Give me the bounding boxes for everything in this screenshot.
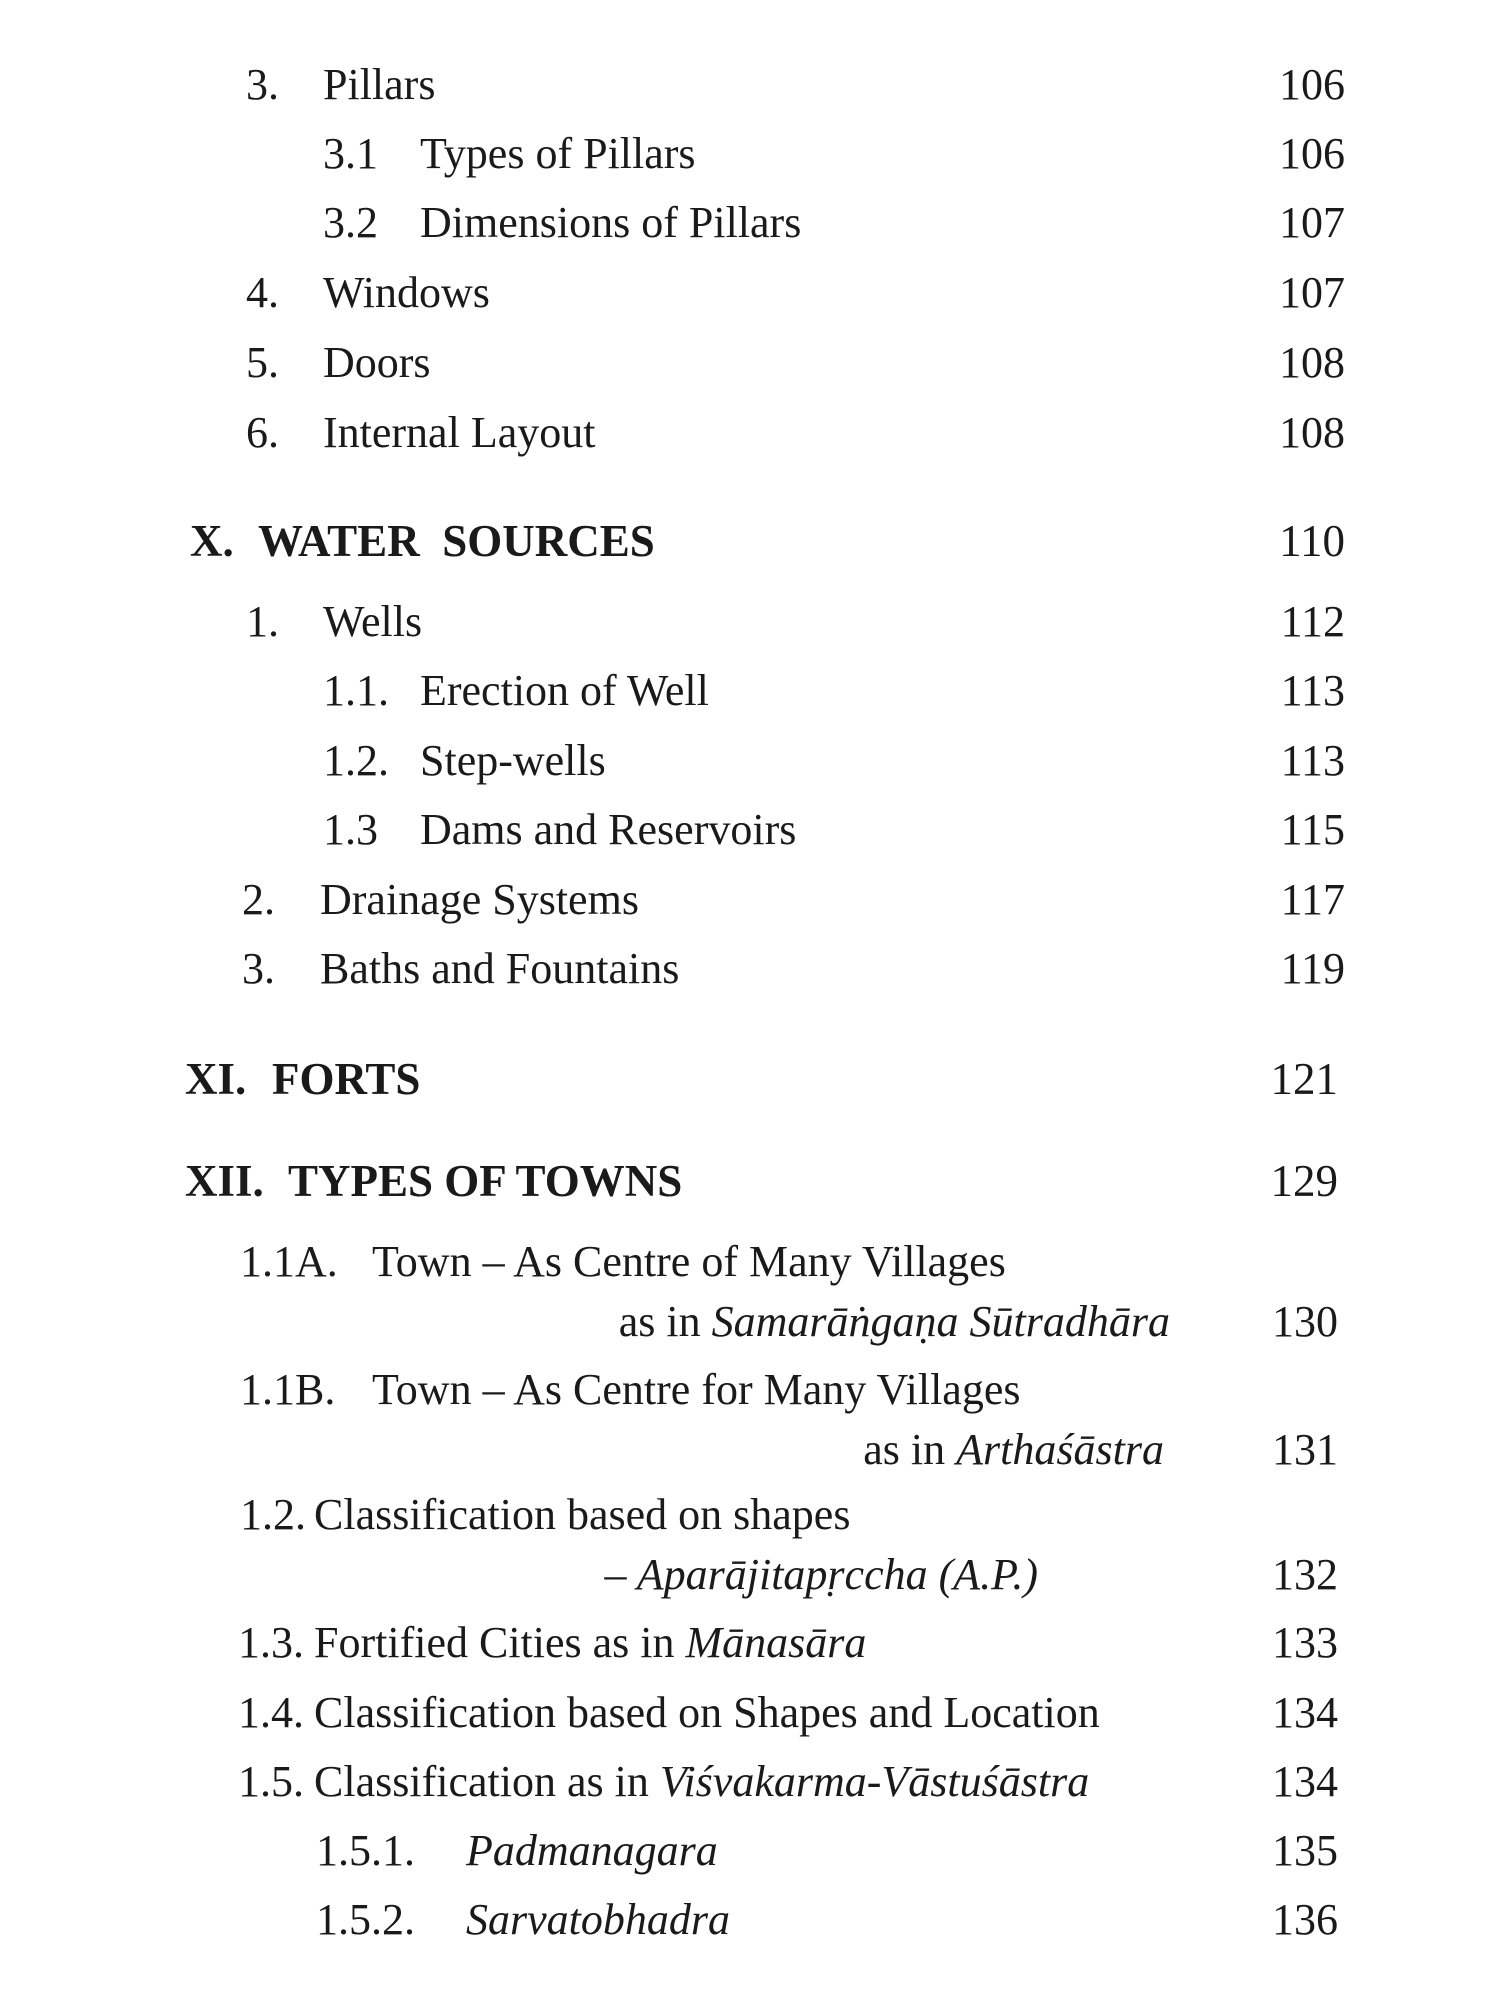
entry-page: 108 xyxy=(1279,408,1345,457)
entry-title: Internal Layout xyxy=(323,408,596,457)
entry-page: 131 xyxy=(1272,1425,1338,1474)
entry-number: 1.2. xyxy=(323,736,389,785)
chapter-title: TYPES OF TOWNS xyxy=(288,1156,683,1206)
cont-prefix: as in xyxy=(618,1297,712,1346)
entry-title: Baths and Fountains xyxy=(320,944,680,993)
entry-number: 1.2. xyxy=(240,1490,306,1539)
toc-entry-padmanagara xyxy=(0,1821,1500,1881)
entry-number: 1.1B. xyxy=(240,1365,336,1414)
entry-number: 1.5.2. xyxy=(316,1895,415,1944)
entry-number: 3. xyxy=(246,60,279,109)
entry-title: Town – As Centre for Many Villages xyxy=(372,1365,1021,1414)
entry-title: Step-wells xyxy=(420,736,606,785)
entry-title: Dimensions of Pillars xyxy=(420,198,802,247)
entry-number: 4. xyxy=(246,268,279,317)
entry-number: 1.4. xyxy=(238,1688,304,1737)
entry-number: 6. xyxy=(246,408,279,457)
toc-entry-classification-visvakarma xyxy=(0,1752,1500,1812)
entry-number: 3.1 xyxy=(323,129,378,178)
toc-entry-town-a xyxy=(0,1232,1500,1292)
entry-page: 106 xyxy=(1279,129,1345,178)
entry-title: Pillars xyxy=(323,60,436,109)
title-prefix: Classification as in xyxy=(314,1757,660,1806)
toc-entry-town-a-cont xyxy=(0,1292,1500,1352)
toc-entry-drainage xyxy=(0,870,1500,930)
entry-title: Doors xyxy=(323,338,431,387)
chapter-number: X. xyxy=(190,516,234,566)
chapter-number: XI. xyxy=(185,1054,247,1104)
entry-number: 3. xyxy=(242,944,275,993)
entry-page: 132 xyxy=(1272,1550,1338,1599)
source-title: Samarāṅgaṇa Sūtradhāra xyxy=(711,1297,1170,1346)
toc-entry-town-b xyxy=(0,1360,1500,1420)
entry-number: 1.3. xyxy=(238,1618,304,1667)
entry-title xyxy=(314,1613,866,1673)
entry-page: 110 xyxy=(1279,516,1345,566)
toc-chapter-water-sources xyxy=(0,511,1500,571)
entry-title-continuation xyxy=(619,1292,1170,1352)
entry-title: Town – As Centre of Many Villages xyxy=(372,1237,1006,1286)
entry-page: 133 xyxy=(1272,1618,1338,1667)
entry-number: 3.2 xyxy=(323,198,378,247)
toc-entry-dimensions-of-pillars xyxy=(0,193,1500,253)
entry-page: 106 xyxy=(1279,60,1345,109)
entry-title: Classification based on Shapes and Location xyxy=(314,1688,1100,1737)
entry-page: 130 xyxy=(1272,1297,1338,1346)
toc-entry-sarvatobhadra xyxy=(0,1890,1500,1950)
toc-entry-classification-shapes xyxy=(0,1485,1500,1545)
toc-entry-classification-shapes-cont xyxy=(0,1545,1500,1605)
entry-title: Sarvatobhadra xyxy=(466,1895,730,1944)
entry-title: Types of Pillars xyxy=(420,129,696,178)
toc-entry-step-wells xyxy=(0,731,1500,791)
title-prefix: Fortified Cities as in xyxy=(314,1618,686,1667)
chapter-number: XII. xyxy=(185,1156,264,1206)
toc-entry-classification-location xyxy=(0,1683,1500,1743)
entry-title: Erection of Well xyxy=(420,666,709,715)
toc-entry-doors xyxy=(0,333,1500,393)
cont-prefix: as in xyxy=(863,1425,957,1474)
toc-entry-erection-of-well xyxy=(0,661,1500,721)
entry-page: 134 xyxy=(1272,1688,1338,1737)
entry-number: 1.1. xyxy=(323,666,389,715)
entry-title: Wells xyxy=(323,597,423,646)
entry-page: 129 xyxy=(1270,1156,1338,1206)
toc-entry-pillars xyxy=(0,55,1500,115)
entry-number: 2. xyxy=(242,875,275,924)
chapter-title: FORTS xyxy=(272,1054,421,1104)
entry-page: 119 xyxy=(1280,944,1345,993)
toc-entry-windows xyxy=(0,263,1500,323)
source-title: Arthaśāstra xyxy=(956,1425,1164,1474)
source-title: Mānasāra xyxy=(685,1618,867,1667)
entry-page: 108 xyxy=(1279,338,1345,387)
entry-title xyxy=(314,1752,1089,1812)
toc-entry-baths xyxy=(0,939,1500,999)
entry-page: 107 xyxy=(1279,198,1345,247)
chapter-title: WATER SOURCES xyxy=(258,516,655,566)
entry-page: 112 xyxy=(1280,597,1345,646)
entry-number: 1.1A. xyxy=(240,1237,338,1286)
entry-title: Drainage Systems xyxy=(320,875,639,924)
toc-entry-internal-layout xyxy=(0,403,1500,463)
toc-entry-types-of-pillars xyxy=(0,124,1500,184)
entry-title: Padmanagara xyxy=(466,1826,718,1875)
source-title: – Aparājitapṛccha (A.P.) xyxy=(604,1550,1038,1599)
source-title: Viśvakarma-Vāstuśāstra xyxy=(659,1757,1090,1806)
entry-page: 115 xyxy=(1280,805,1345,854)
entry-page: 107 xyxy=(1279,268,1345,317)
toc-entry-town-b-cont xyxy=(0,1420,1500,1480)
entry-page: 113 xyxy=(1280,666,1345,715)
entry-page: 117 xyxy=(1280,875,1345,924)
entry-title: Classification based on shapes xyxy=(314,1490,851,1539)
toc-entry-dams xyxy=(0,800,1500,860)
entry-number: 1.3 xyxy=(323,805,378,854)
entry-page: 136 xyxy=(1272,1895,1338,1944)
entry-page: 134 xyxy=(1272,1757,1338,1806)
entry-number: 1.5.1. xyxy=(316,1826,415,1875)
entry-title: Dams and Reservoirs xyxy=(420,805,797,854)
entry-page: 121 xyxy=(1270,1054,1338,1104)
toc-chapter-types-of-towns xyxy=(0,1151,1500,1211)
toc-chapter-forts xyxy=(0,1049,1500,1109)
toc-entry-wells xyxy=(0,592,1500,652)
entry-title: Windows xyxy=(323,268,490,317)
entry-page: 135 xyxy=(1272,1826,1338,1875)
entry-page: 113 xyxy=(1280,736,1345,785)
entry-number: 1.5. xyxy=(238,1757,304,1806)
entry-number: 1. xyxy=(246,597,279,646)
entry-number: 5. xyxy=(246,338,279,387)
entry-title-continuation xyxy=(863,1420,1164,1480)
toc-entry-fortified-cities xyxy=(0,1613,1500,1673)
